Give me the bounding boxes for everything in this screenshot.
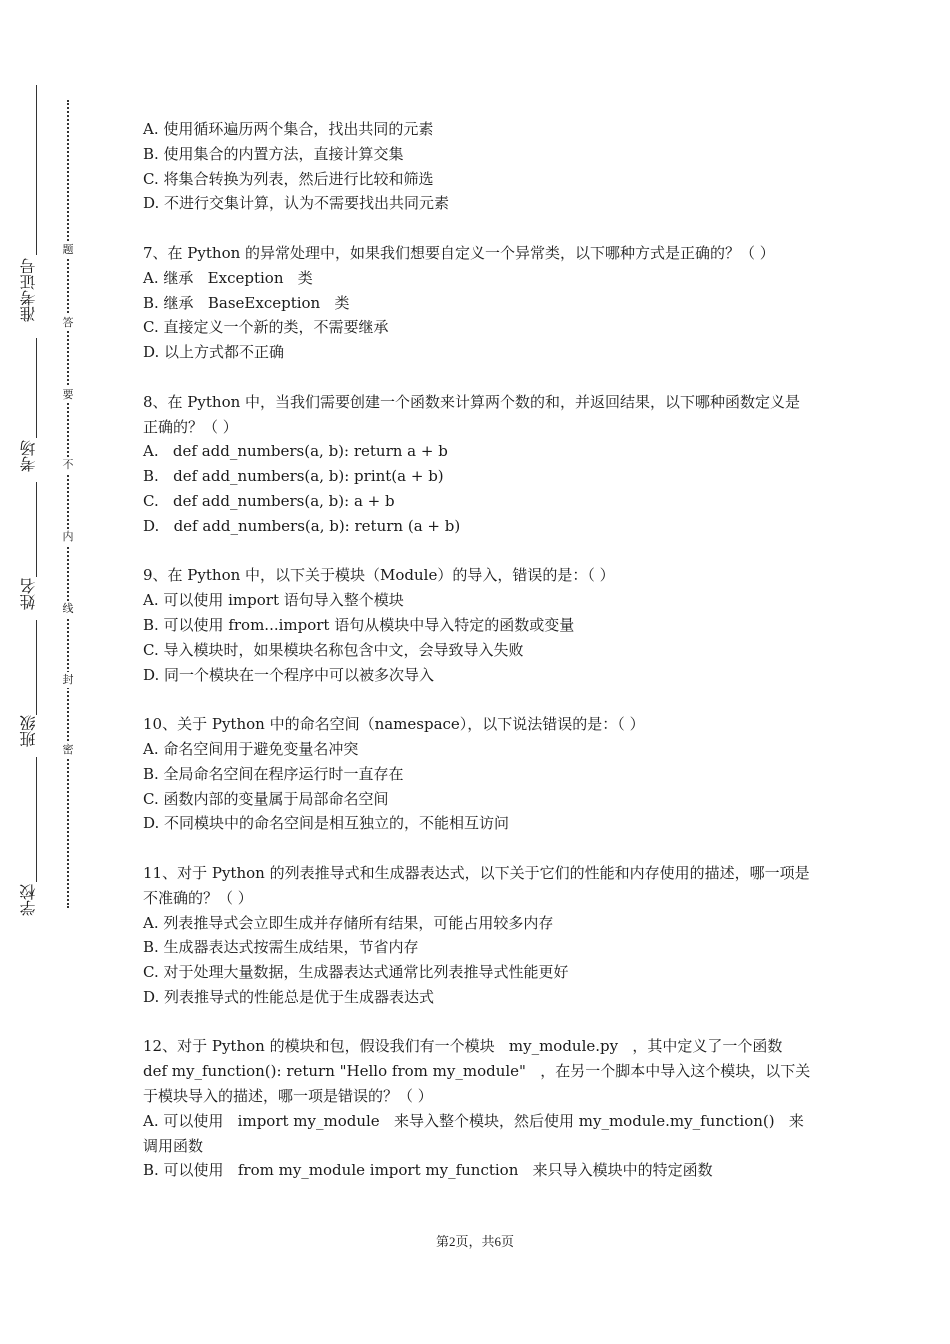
exam-number-line <box>36 338 37 438</box>
option-d: D. 同一个模块在一个程序中可以被多次导入 <box>143 665 435 684</box>
question-11 <box>143 861 815 1010</box>
option-a: A. def add_numbers(a, b): return a + b <box>143 442 448 461</box>
question-stem: 8、在 Python 中，当我们需要创建一个函数来计算两个数的和，并返回结果，以下哪种函数定义是正确的？（ ） <box>143 392 801 436</box>
option-b: B. 全局命名空间在程序运行时一直存在 <box>143 764 404 783</box>
option-d: D. 不同模块中的命名空间是相互独立的，不能相互访问 <box>143 814 510 833</box>
exam-room-label: 考场 <box>19 440 38 472</box>
seal-char: 不 <box>60 457 76 473</box>
name-line <box>36 620 37 715</box>
option-d: D. 不进行交集计算，认为不需要找出共同元素 <box>143 194 450 213</box>
question-content <box>143 117 815 1183</box>
seal-char: 题 <box>60 242 76 258</box>
option-c: C. def add_numbers(a, b): a + b <box>143 491 395 510</box>
question-10 <box>143 712 815 836</box>
question-12 <box>143 1034 815 1183</box>
option-b: B. 生成器表达式按需生成结果，节省内存 <box>143 938 419 957</box>
question-9 <box>143 563 815 687</box>
option-a: A. 可以使用 import my_module 来导入整个模块，然后使用 my_module.my_function() 来调用函数 <box>143 1111 804 1155</box>
question-stem: 10、关于 Python 中的命名空间（namespace），以下说法错误的是：（ ） <box>143 715 645 734</box>
question-stem: 11、对于 Python 的列表推导式和生成器表达式，以下关于它们的性能和内存使用的描述，哪一项是不准确的？（ ） <box>143 863 810 907</box>
seal-char: 线 <box>60 601 76 617</box>
option-b: B. 可以使用 from my_module import my_function 来只导入模块中的特定函数 <box>143 1161 713 1180</box>
option-a: A. 可以使用 import 语句导入整个模块 <box>143 591 404 610</box>
page-number: 第2页，共6页 <box>435 1234 514 1249</box>
school-label: 学校 <box>19 884 38 916</box>
option-c: C. 导入模块时，如果模块名称包含中文，会导致导入失败 <box>143 640 524 659</box>
option-c: C. 函数内部的变量属于局部命名空间 <box>143 789 389 808</box>
exam-number-label: 准考证号 <box>19 258 38 322</box>
class-label: 班级 <box>19 715 38 747</box>
option-a: A. 使用循环遍历两个集合，找出共同的元素 <box>143 120 434 138</box>
option-b: B. 使用集合的内置方法，直接计算交集 <box>143 144 404 163</box>
question-stem: 12、对于 Python 的模块和包，假设我们有一个模块 my_module.py ，其中定义了一个函数 def my_function(): return "Hello from my_module" ，在另一个脚本中导入这个模块，以下关于模块导入的描述，哪一项是错误的？（ ） <box>143 1037 811 1106</box>
option-a: A. 列表推导式会立即生成并存储所有结果，可能占用较多内存 <box>143 913 554 932</box>
option-c: C. 对于处理大量数据，生成器表达式通常比列表推导式性能更好 <box>143 963 569 982</box>
seal-dotted-line <box>67 100 69 908</box>
question-stem: 9、在 Python 中，以下关于模块（Module）的导入，错误的是：（ ） <box>143 566 615 585</box>
option-b: B. def add_numbers(a, b): print(a + b) <box>143 467 444 486</box>
option-d: D. 列表推导式的性能总是优于生成器表达式 <box>143 987 435 1006</box>
option-a: A. 继承 Exception 类 <box>143 268 313 287</box>
option-b: B. 继承 BaseException 类 <box>143 293 350 312</box>
seal-char: 封 <box>60 672 76 688</box>
option-d: D. 以上方式都不正确 <box>143 343 285 362</box>
option-c: C. 将集合转换为列表，然后进行比较和筛选 <box>143 169 434 188</box>
question-8 <box>143 390 815 539</box>
option-d: D. def add_numbers(a, b): return (a + b) <box>143 516 461 535</box>
seal-char: 要 <box>60 387 76 403</box>
option-a: A. 命名空间用于避免变量名冲突 <box>143 739 359 758</box>
exam-room-line <box>36 482 37 577</box>
question-stem: 7、在 Python 的异常处理中，如果我们想要自定义一个异常类，以下哪种方式是正确的？（ ） <box>143 243 775 262</box>
option-b: B. 可以使用 from...import 语句从模块中导入特定的函数或变量 <box>143 615 575 634</box>
question-6 <box>143 117 815 216</box>
option-c: C. 直接定义一个新的类，不需要继承 <box>143 318 389 337</box>
seal-char: 内 <box>60 529 76 545</box>
seal-char: 答 <box>60 315 76 331</box>
question-7 <box>143 241 815 365</box>
class-line <box>36 757 37 882</box>
name-label: 姓名 <box>19 578 38 610</box>
seal-char: 密 <box>60 742 76 758</box>
binding-line <box>36 85 37 255</box>
